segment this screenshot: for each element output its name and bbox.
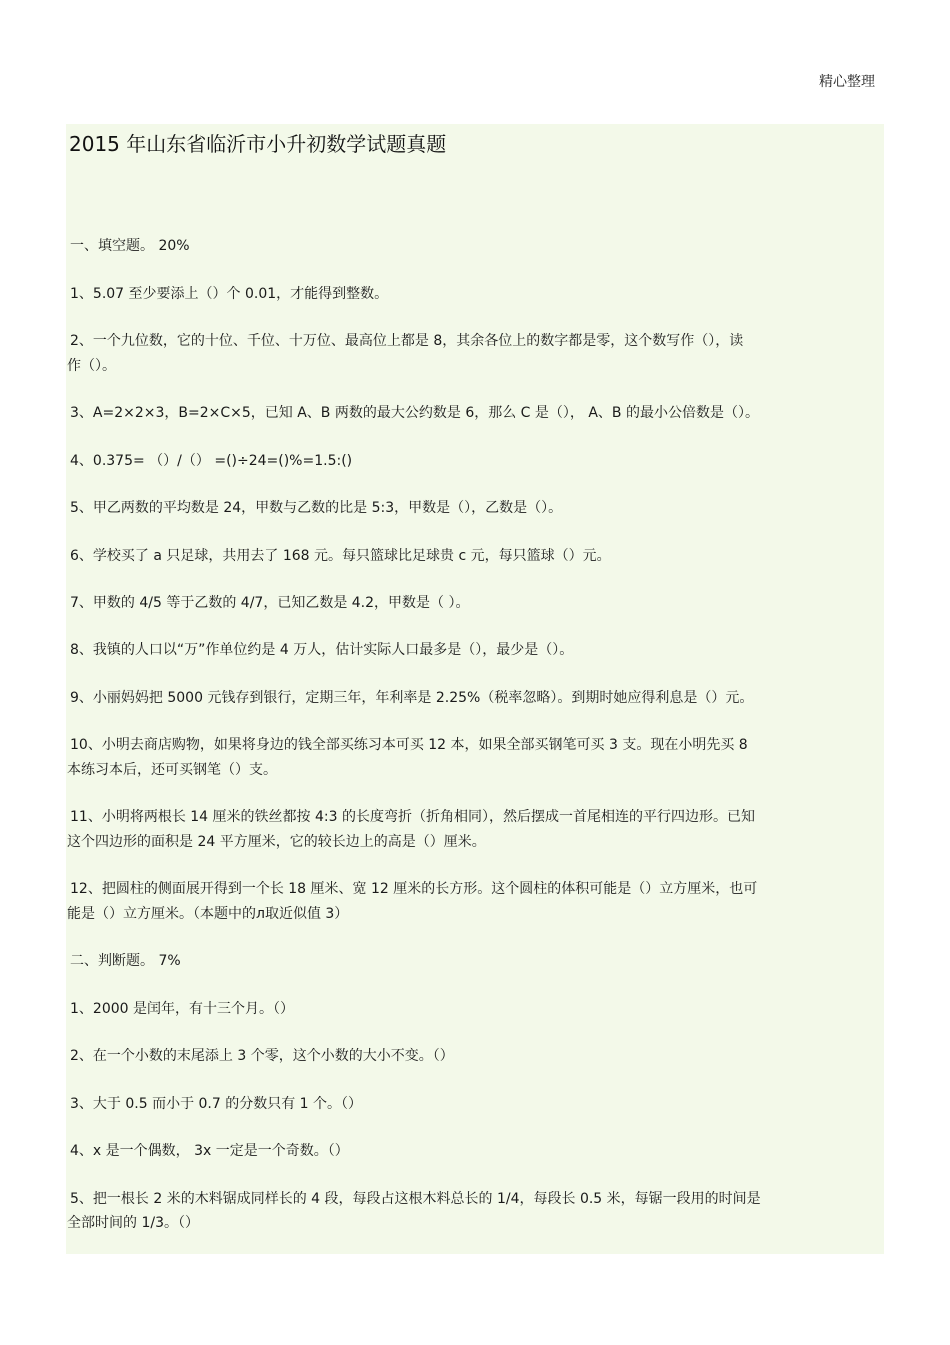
section-heading: 一、填空题。 20% <box>70 238 190 254</box>
judgement-1: 1、2000 是闰年，有十三个月。（） <box>70 1001 294 1017</box>
judgement-5: 5、把一根长 2 米的木料锯成同样长的 4 段，每段占这根木料总长的 1/4，每段长 0.5 米，每锯一段用的时间是 <box>70 1191 761 1207</box>
question-7: 7、甲数的 4/5 等于乙数的 4/7，已知乙数是 4.2，甲数是（ ）。 <box>70 595 470 611</box>
judgement-2: 2、在一个小数的末尾添上 3 个零，这个小数的大小不变。（） <box>70 1048 454 1064</box>
question-5: 5、甲乙两数的平均数是 24，甲数与乙数的比是 5:3，甲数是（），乙数是（）。 <box>70 500 563 516</box>
question-10-cont: 本练习本后，还可买钢笔（）支。 <box>67 762 277 778</box>
judgement-5-cont: 全部时间的 1/3。（） <box>67 1215 199 1231</box>
question-3: 3、A=2×2×3，B=2×C×5，已知 A、B 两数的最大公约数是 6，那么 C 是（）， A、B 的最小公倍数是（）。 <box>70 405 759 421</box>
judgement-4: 4、x 是一个偶数， 3x 一定是一个奇数。（） <box>70 1143 349 1159</box>
question-2: 2、一个九位数，它的十位、千位、十万位、最高位上都是 8，其余各位上的数字都是零，这个数写作（），读 <box>70 333 744 349</box>
question-8: 8、我镇的人口以“万”作单位约是 4 万人，估计实际人口最多是（），最少是（）。 <box>70 642 574 658</box>
question-9: 9、小丽妈妈把 5000 元钱存到银行，定期三年，年利率是 2.25%（税率忽略）。到期时她应得利息是（）元。 <box>70 690 754 706</box>
question-11-cont: 这个四边形的面积是 24 平方厘米，它的较长边上的高是（）厘米。 <box>67 834 486 850</box>
question-2-cont: 作（）。 <box>67 358 116 374</box>
section-heading: 二、判断题。 7% <box>70 953 181 969</box>
question-6: 6、学校买了 a 只足球，共用去了 168 元。每只篮球比足球贵 c 元，每只篮球（）元。 <box>70 548 611 564</box>
judgement-3: 3、大于 0.5 而小于 0.7 的分数只有 1 个。（） <box>70 1096 363 1112</box>
exam-paper <box>66 124 884 1254</box>
page-title: 2015 年山东省临沂市小升初数学试题真题 <box>69 132 447 156</box>
question-12-cont: 能是（）立方厘米。（本题中的л取近似值 3） <box>67 906 349 922</box>
question-12: 12、把圆柱的侧面展开得到一个长 18 厘米、宽 12 厘米的长方形。这个圆柱的体积可能是（）立方厘米，也可 <box>70 881 758 897</box>
question-10: 10、小明去商店购物，如果将身边的钱全部买练习本可买 12 本，如果全部买钢笔可买 3 支。现在小明先买 8 <box>70 737 748 753</box>
question-1: 1、5.07 至少要添上（）个 0.01，才能得到整数。 <box>70 286 389 302</box>
question-11: 11、小明将两根长 14 厘米的铁丝都按 4:3 的长度弯折（折角相同），然后摆成一首尾相连的平行四边形。已知 <box>70 809 755 825</box>
header-note: 精心整理 <box>819 74 875 90</box>
question-4: 4、0.375= （）/（） =()÷24=()%=1.5:() <box>70 453 353 469</box>
